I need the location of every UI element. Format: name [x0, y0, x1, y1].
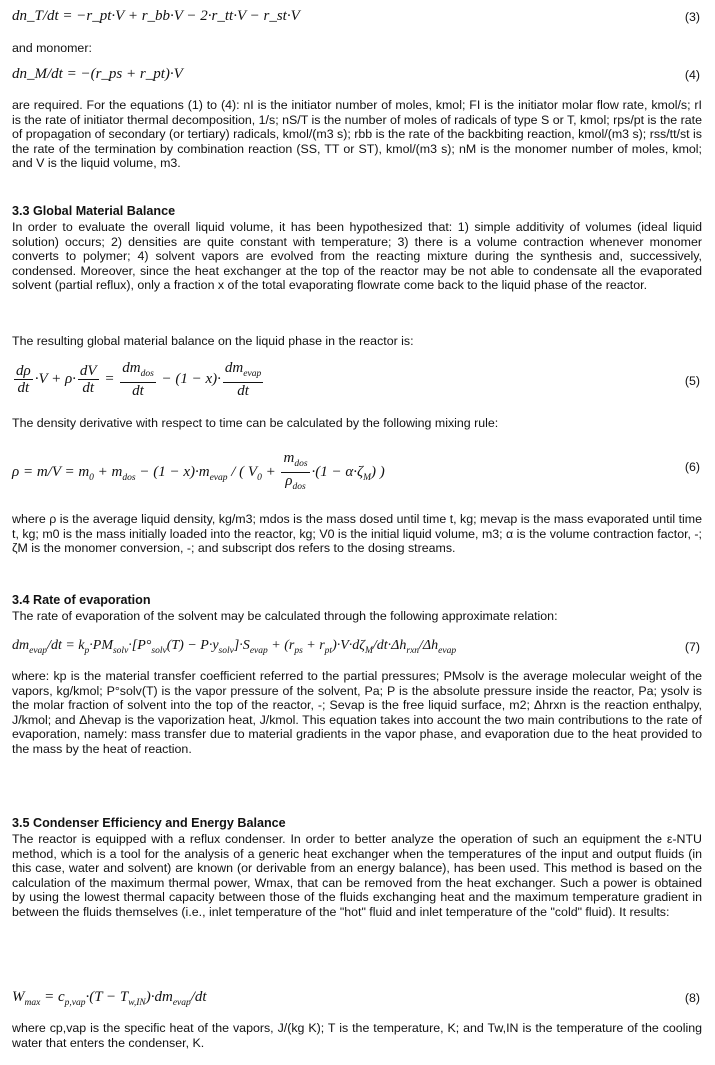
section-3-5-paragraph-2: where cp,vap is the specific heat of the vapors, J/(kg K); T is the temperature, K; and Tw,IN is the temperature of the cooling water that enters the condenser, K. — [12, 1021, 702, 1050]
equation-7-number: (7) — [684, 640, 700, 654]
equation-7 — [12, 634, 702, 660]
section-3-4-heading: 3.4 Rate of evaporation — [12, 593, 151, 607]
section-3-3-paragraph-4: where ρ is the average liquid density, kg/m3; mdos is the mass dosed until time t, kg; mevap is the mass evaporated until time t, kg; m0 is the mass initially loaded into the reactor, kg; V0 is the initial liquid volume, m3; α is the volume contraction factor, -; ζM is the monomer conversion, -; and subscript dos refers to the dosing streams. — [12, 512, 702, 556]
equation-8-number: (8) — [684, 991, 700, 1005]
section-3-3-heading: 3.3 Global Material Balance — [12, 204, 176, 218]
section-3-4-paragraph-2: where: kp is the material transfer coefficient referred to the partial pressures; PMsolv is the average molecular weight of the vapors, kg/kmol; P°solv(T) is the vapor pressure of the solvent, Pa; P is the absolute pressure inside the reactor, Pa; ysolv is the molar fraction of solvent into the top of the reactor, -; Sevap is the free liquid surface, m2; Δhrxn is the reaction enthalpy, J/kmol; and Δhevap is the vaporization heat, J/kmol. This equation takes into account the two main contributions to the rate of evaporation, namely: mass transfer due to material gradients in the vapor phase, and evaporation due to the heat provided to the mass by the heat of reaction. — [12, 669, 702, 756]
section-3-4-paragraph-1: The rate of evaporation of the solvent may be calculated through the following approximate relation: — [12, 609, 558, 623]
equation-4-number: (4) — [684, 68, 700, 82]
and-monomer-text: and monomer: — [12, 41, 92, 55]
equation-6-number: (6) — [684, 460, 700, 474]
section-3-3-paragraph-3: The density derivative with respect to time can be calculated by the following mixing rule: — [12, 416, 499, 430]
equation-5-number: (5) — [684, 374, 700, 388]
equation-5 — [12, 358, 702, 404]
equation-3 — [12, 4, 702, 30]
equation-4-text: dn_M/dt = −(r_ps + r_pt)·V — [12, 66, 183, 82]
equation-8 — [12, 985, 702, 1011]
equation-6-text: $\rho = m/V = m_0 + m_{dos} - (1 - x)\cdot m_{evap}$ / ( $V_0$ + $m_{dos}$ $\rho_{dos}$ $\cdot(1 - \alpha\cdot\zeta_M)$ ) — [12, 450, 385, 492]
equation-3-number: (3) — [684, 10, 700, 24]
equation-8-text: $W_{max} = c_{p,vap}\cdot(T - T_{w,IN})\cdot dm_{evap}/dt$ — [12, 989, 207, 1008]
section-3-3-paragraph-2: The resulting global material balance on the liquid phase in the reactor is: — [12, 334, 414, 348]
equation-5-text: $\frac{d\rho}{dt}$ ·V + ρ· $\frac{dV}{dt}$ = $dm_{dos}$ dt − (1 − x)· $dm_{evap}$ dt — [16, 360, 262, 399]
equation-7-text: $dm_{evap}/dt = k_p\cdot PM_{solv}\cdot[P^\circ_{solv}(T) - P\cdot y_{solv}]\cdot S_{evap} + (r_{ps} + r_{pt})\cdot V\cdot d\zeta_M/dt\cdot\Delta h_{rxn}/\Delta h_{evap}$ — [12, 638, 457, 656]
equation-3-text: dn_T/dt = −r_pt·V + r_bb·V − 2·r_tt·V − r_st·V — [12, 8, 300, 24]
equation-4 — [12, 62, 702, 88]
section-3-5-heading: 3.5 Condenser Efficiency and Energy Balance — [12, 816, 286, 830]
definitions-paragraph: are required. For the equations (1) to (4): nI is the initiator number of moles, kmol; FI is the initiator molar flow rate, kmol/s; rI is the rate of initiator thermal decomposition, 1/s; nS/T is the number of moles of radicals of type S or T, kmol; rps/pt is the rate of propagation of secondary (or tertiary) radicals, kmol/(m3 s); rbb is the rate of the backbiting reaction, kmol/(m3 s); rss/tt/st is the rate of the termination by combination reaction (SS, TT or ST), kmol/(m3 s); nM is the monomer number of moles, kmol; and V is the liquid volume, m3. — [12, 98, 703, 171]
section-3-3-paragraph-1: In order to evaluate the overall liquid volume, it has been hypothesized that: 1) simple additivity of volumes (ideal liquid solution) occurs; 2) densities are quite constant with temperature; 3) there is a volume contraction whenever monomer converts to polymer; 4) solvent vapors are evolved from the reacting mixture during the synthesis and, successively, condensed. Moreover, since the heat exchanger at the top of the reactor may be not able to condensate all the evaporated solvent (partial reflux), only a fraction x of the total evaporating flowrate come back to the liquid phase of the reactor. — [12, 220, 702, 293]
equation-6 — [12, 444, 702, 494]
section-3-5-paragraph-1: The reactor is equipped with a reflux condenser. In order to better analyze the operation of such an equipment the ε-NTU method, which is a tool for the analysis of a generic heat exchanger when the temperatures of the input and output fluids (in this case, water and solvent) are known (or derivable from an energy balance), has been used. This method is based on the calculation of the maximum thermal power, Wmax, that can be removed from the heat exchanger. Such a power is obtained by using the lowest thermal capacity between those of the fluids exchanging heat and the maximum temperature gradient in between the fluids themselves (i.e., inlet temperature of the "hot" fluid and inlet temperature of the "cold" fluid). It results: — [12, 832, 702, 919]
